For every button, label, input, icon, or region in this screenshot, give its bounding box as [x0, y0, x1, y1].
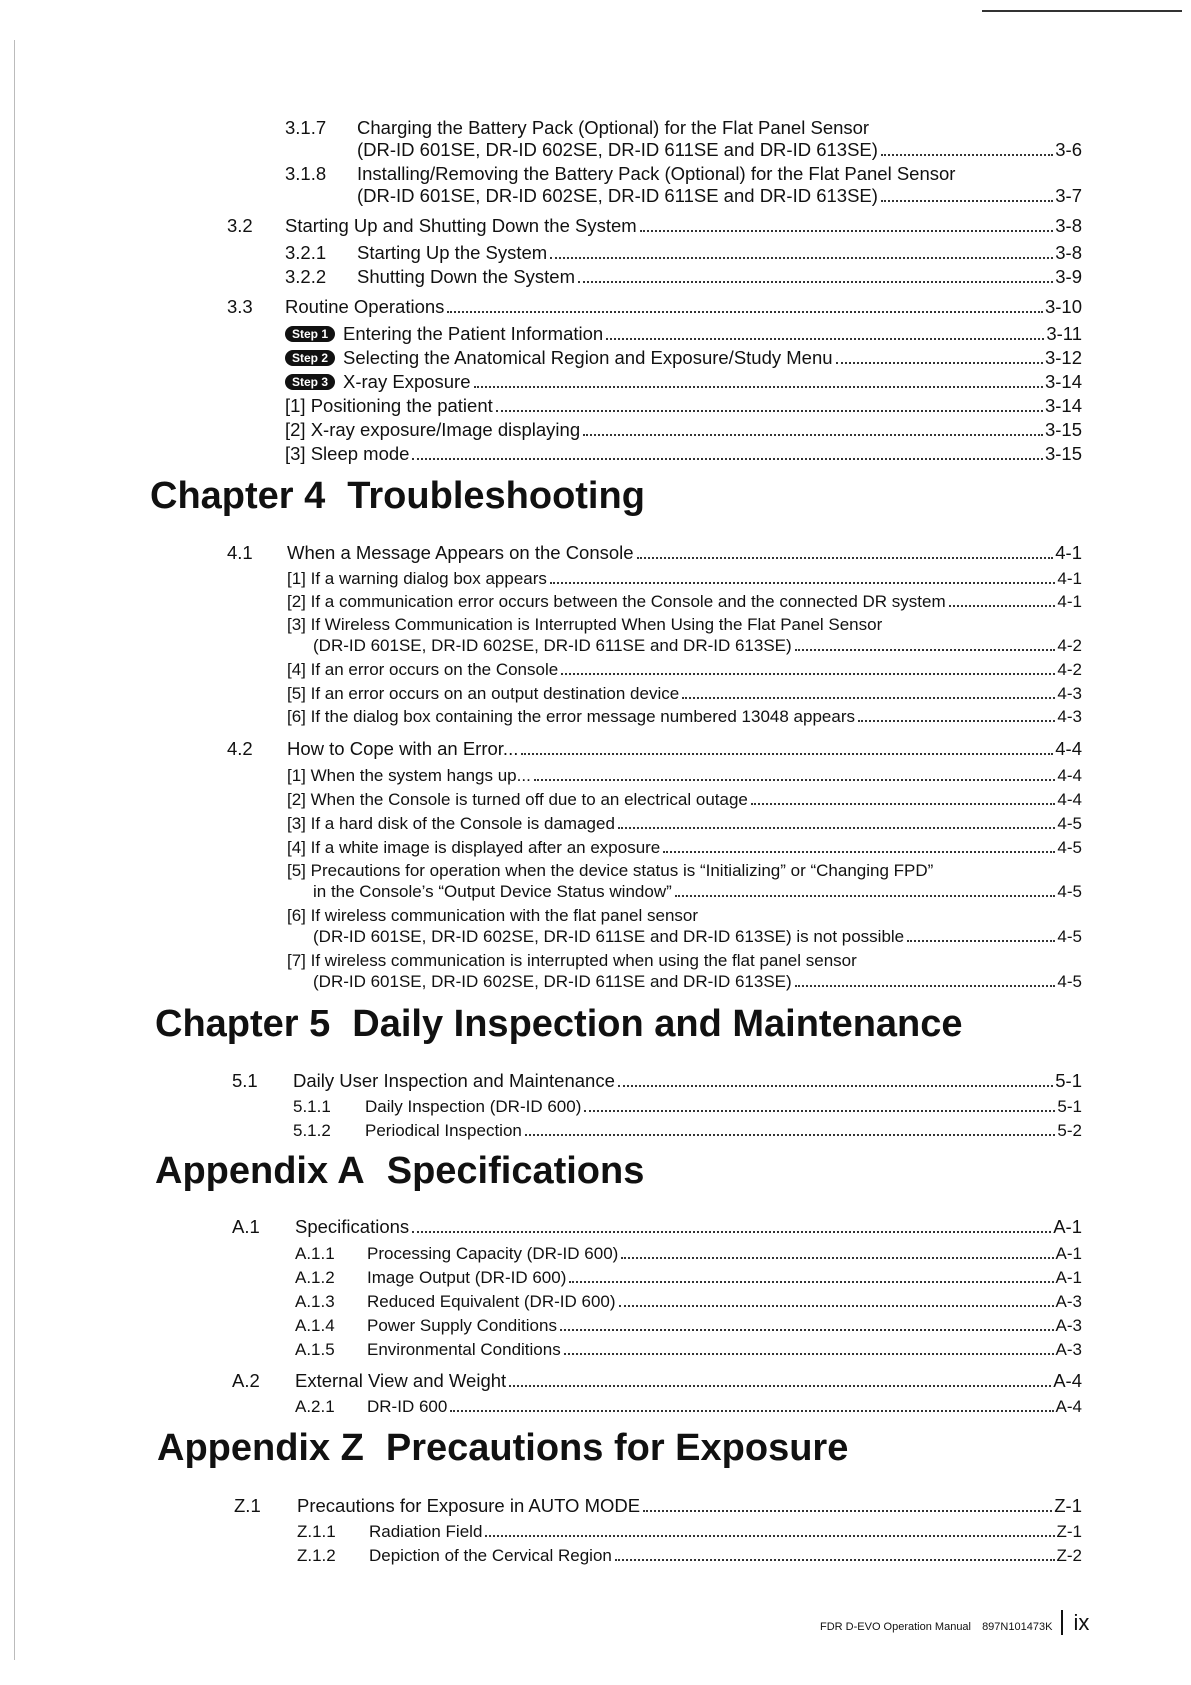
toc-entry-a-2[interactable]: External View and Weight A-4: [295, 1370, 1082, 1391]
toc-section-number: Z.1: [234, 1495, 261, 1516]
toc-entry-5-1-1[interactable]: 5.1.1 Daily Inspection (DR-ID 600) 5-1: [293, 1097, 1082, 1116]
toc-item[interactable]: [5] Precautions for operation when the device status is “Initializing” or “Changing FPD”: [287, 861, 934, 880]
toc-item[interactable]: [6] If the dialog box containing the error message numbered 13048 appears 4-3: [287, 707, 1082, 726]
toc-entry-z-1[interactable]: Precautions for Exposure in AUTO MODE Z-1: [297, 1495, 1082, 1516]
toc-entry-3-1-7[interactable]: 3.1.7 Charging the Battery Pack (Optional) for the Flat Panel Sensor: [285, 117, 870, 138]
toc-section-number: 5.1: [232, 1070, 258, 1091]
toc-item[interactable]: [1] When the system hangs up... 4-4: [287, 766, 1082, 785]
toc-item[interactable]: [3] Sleep mode 3-15: [285, 443, 1082, 464]
toc-step-2[interactable]: Step 2 Selecting the Anatomical Region and Exposure/Study Menu 3-12: [285, 347, 1082, 369]
toc-entry-3-2[interactable]: Starting Up and Shutting Down the System 3-8: [285, 215, 1082, 236]
toc-section-number: 3.3: [227, 296, 253, 317]
appendix-z-heading: Appendix Z Precautions for Exposure: [157, 1427, 849, 1469]
toc-entry-3-1-7-line2[interactable]: (DR-ID 601SE, DR-ID 602SE, DR-ID 611SE and DR-ID 613SE) 3-6: [357, 139, 1082, 160]
manual-code: 897N101473K: [982, 1621, 1053, 1633]
appendix-a-heading: Appendix A Specifications: [155, 1150, 645, 1192]
toc-item[interactable]: [7] If wireless communication is interrupted when using the flat panel sensor: [287, 951, 857, 970]
toc-section-number: A.2: [232, 1370, 260, 1391]
toc-section-number: 4.2: [227, 738, 253, 759]
toc-entry-5-1-2[interactable]: 5.1.2 Periodical Inspection 5-2: [293, 1121, 1082, 1140]
toc-step-1[interactable]: Step 1 Entering the Patient Information 3-11: [285, 323, 1082, 345]
top-rule: [982, 10, 1182, 12]
toc-section-number: 3.2: [227, 215, 253, 236]
toc-entry-3-2-1[interactable]: 3.2.1 Starting Up the System 3-8: [285, 242, 1082, 263]
toc-item[interactable]: [3] If Wireless Communication is Interrupted When Using the Flat Panel Sensor: [287, 615, 883, 634]
toc-step-3[interactable]: Step 3 X-ray Exposure 3-14: [285, 371, 1082, 393]
toc-entry-a-1-4[interactable]: A.1.4 Power Supply Conditions A-3: [295, 1316, 1082, 1335]
toc-item-line2[interactable]: in the Console’s “Output Device Status window” 4-5: [313, 882, 1082, 901]
toc-item[interactable]: [2] If a communication error occurs between the Console and the connected DR system 4-1: [287, 592, 1082, 611]
toc-item[interactable]: [3] If a hard disk of the Console is damaged 4-5: [287, 814, 1082, 833]
toc-entry-a-2-1[interactable]: A.2.1 DR-ID 600 A-4: [295, 1397, 1082, 1416]
toc-item[interactable]: [4] If a white image is displayed after an exposure 4-5: [287, 838, 1082, 857]
page-footer: [820, 1610, 1089, 1636]
toc-entry-z-1-1[interactable]: Z.1.1 Radiation Field Z-1: [297, 1522, 1082, 1541]
toc-item-line2[interactable]: (DR-ID 601SE, DR-ID 602SE, DR-ID 611SE and DR-ID 613SE) 4-5: [313, 972, 1082, 991]
toc-item[interactable]: [5] If an error occurs on an output destination device 4-3: [287, 684, 1082, 703]
toc-entry-5-1[interactable]: Daily User Inspection and Maintenance 5-1: [293, 1070, 1082, 1091]
toc-entry-a-1-1[interactable]: A.1.1 Processing Capacity (DR-ID 600) A-1: [295, 1244, 1082, 1263]
toc-item[interactable]: [6] If wireless communication with the flat panel sensor: [287, 906, 699, 925]
toc-entry-3-3[interactable]: Routine Operations 3-10: [285, 296, 1082, 317]
step-badge: Step 1: [285, 326, 335, 342]
toc-item[interactable]: [1] Positioning the patient 3-14: [285, 395, 1082, 416]
toc-entry-z-1-2[interactable]: Z.1.2 Depiction of the Cervical Region Z-2: [297, 1546, 1082, 1565]
toc-item-line2[interactable]: (DR-ID 601SE, DR-ID 602SE, DR-ID 611SE and DR-ID 613SE) 4-2: [313, 636, 1082, 655]
step-badge: Step 3: [285, 374, 335, 390]
toc-entry-a-1-2[interactable]: A.1.2 Image Output (DR-ID 600) A-1: [295, 1268, 1082, 1287]
toc-entry-a-1[interactable]: Specifications A-1: [295, 1216, 1082, 1237]
toc-entry-a-1-5[interactable]: A.1.5 Environmental Conditions A-3: [295, 1340, 1082, 1359]
binding-edge-line: [14, 40, 15, 1660]
page-number: ix: [1061, 1610, 1089, 1635]
toc-item-line2[interactable]: (DR-ID 601SE, DR-ID 602SE, DR-ID 611SE and DR-ID 613SE) is not possible 4-5: [313, 927, 1082, 946]
toc-item[interactable]: [4] If an error occurs on the Console 4-2: [287, 660, 1082, 679]
toc-item[interactable]: [1] If a warning dialog box appears 4-1: [287, 569, 1082, 588]
toc-section-number: A.1: [232, 1216, 260, 1237]
chapter-4-heading: Chapter 4 Troubleshooting: [150, 475, 645, 517]
manual-title: FDR D-EVO Operation Manual: [820, 1621, 971, 1633]
step-badge: Step 2: [285, 350, 335, 366]
toc-entry-3-1-8[interactable]: 3.1.8 Installing/Removing the Battery Pack (Optional) for the Flat Panel Sensor: [285, 163, 956, 184]
toc-item[interactable]: [2] X-ray exposure/Image displaying 3-15: [285, 419, 1082, 440]
chapter-5-heading: Chapter 5 Daily Inspection and Maintenance: [155, 1003, 963, 1045]
toc-entry-4-1[interactable]: When a Message Appears on the Console 4-1: [287, 542, 1082, 563]
toc-entry-4-2[interactable]: How to Cope with an Error... 4-4: [287, 738, 1082, 759]
toc-entry-3-2-2[interactable]: 3.2.2 Shutting Down the System 3-9: [285, 266, 1082, 287]
toc-section-number: 4.1: [227, 542, 253, 563]
toc-entry-3-1-8-line2[interactable]: (DR-ID 601SE, DR-ID 602SE, DR-ID 611SE and DR-ID 613SE) 3-7: [357, 185, 1082, 206]
toc-entry-a-1-3[interactable]: A.1.3 Reduced Equivalent (DR-ID 600) A-3: [295, 1292, 1082, 1311]
toc-item[interactable]: [2] When the Console is turned off due to an electrical outage 4-4: [287, 790, 1082, 809]
